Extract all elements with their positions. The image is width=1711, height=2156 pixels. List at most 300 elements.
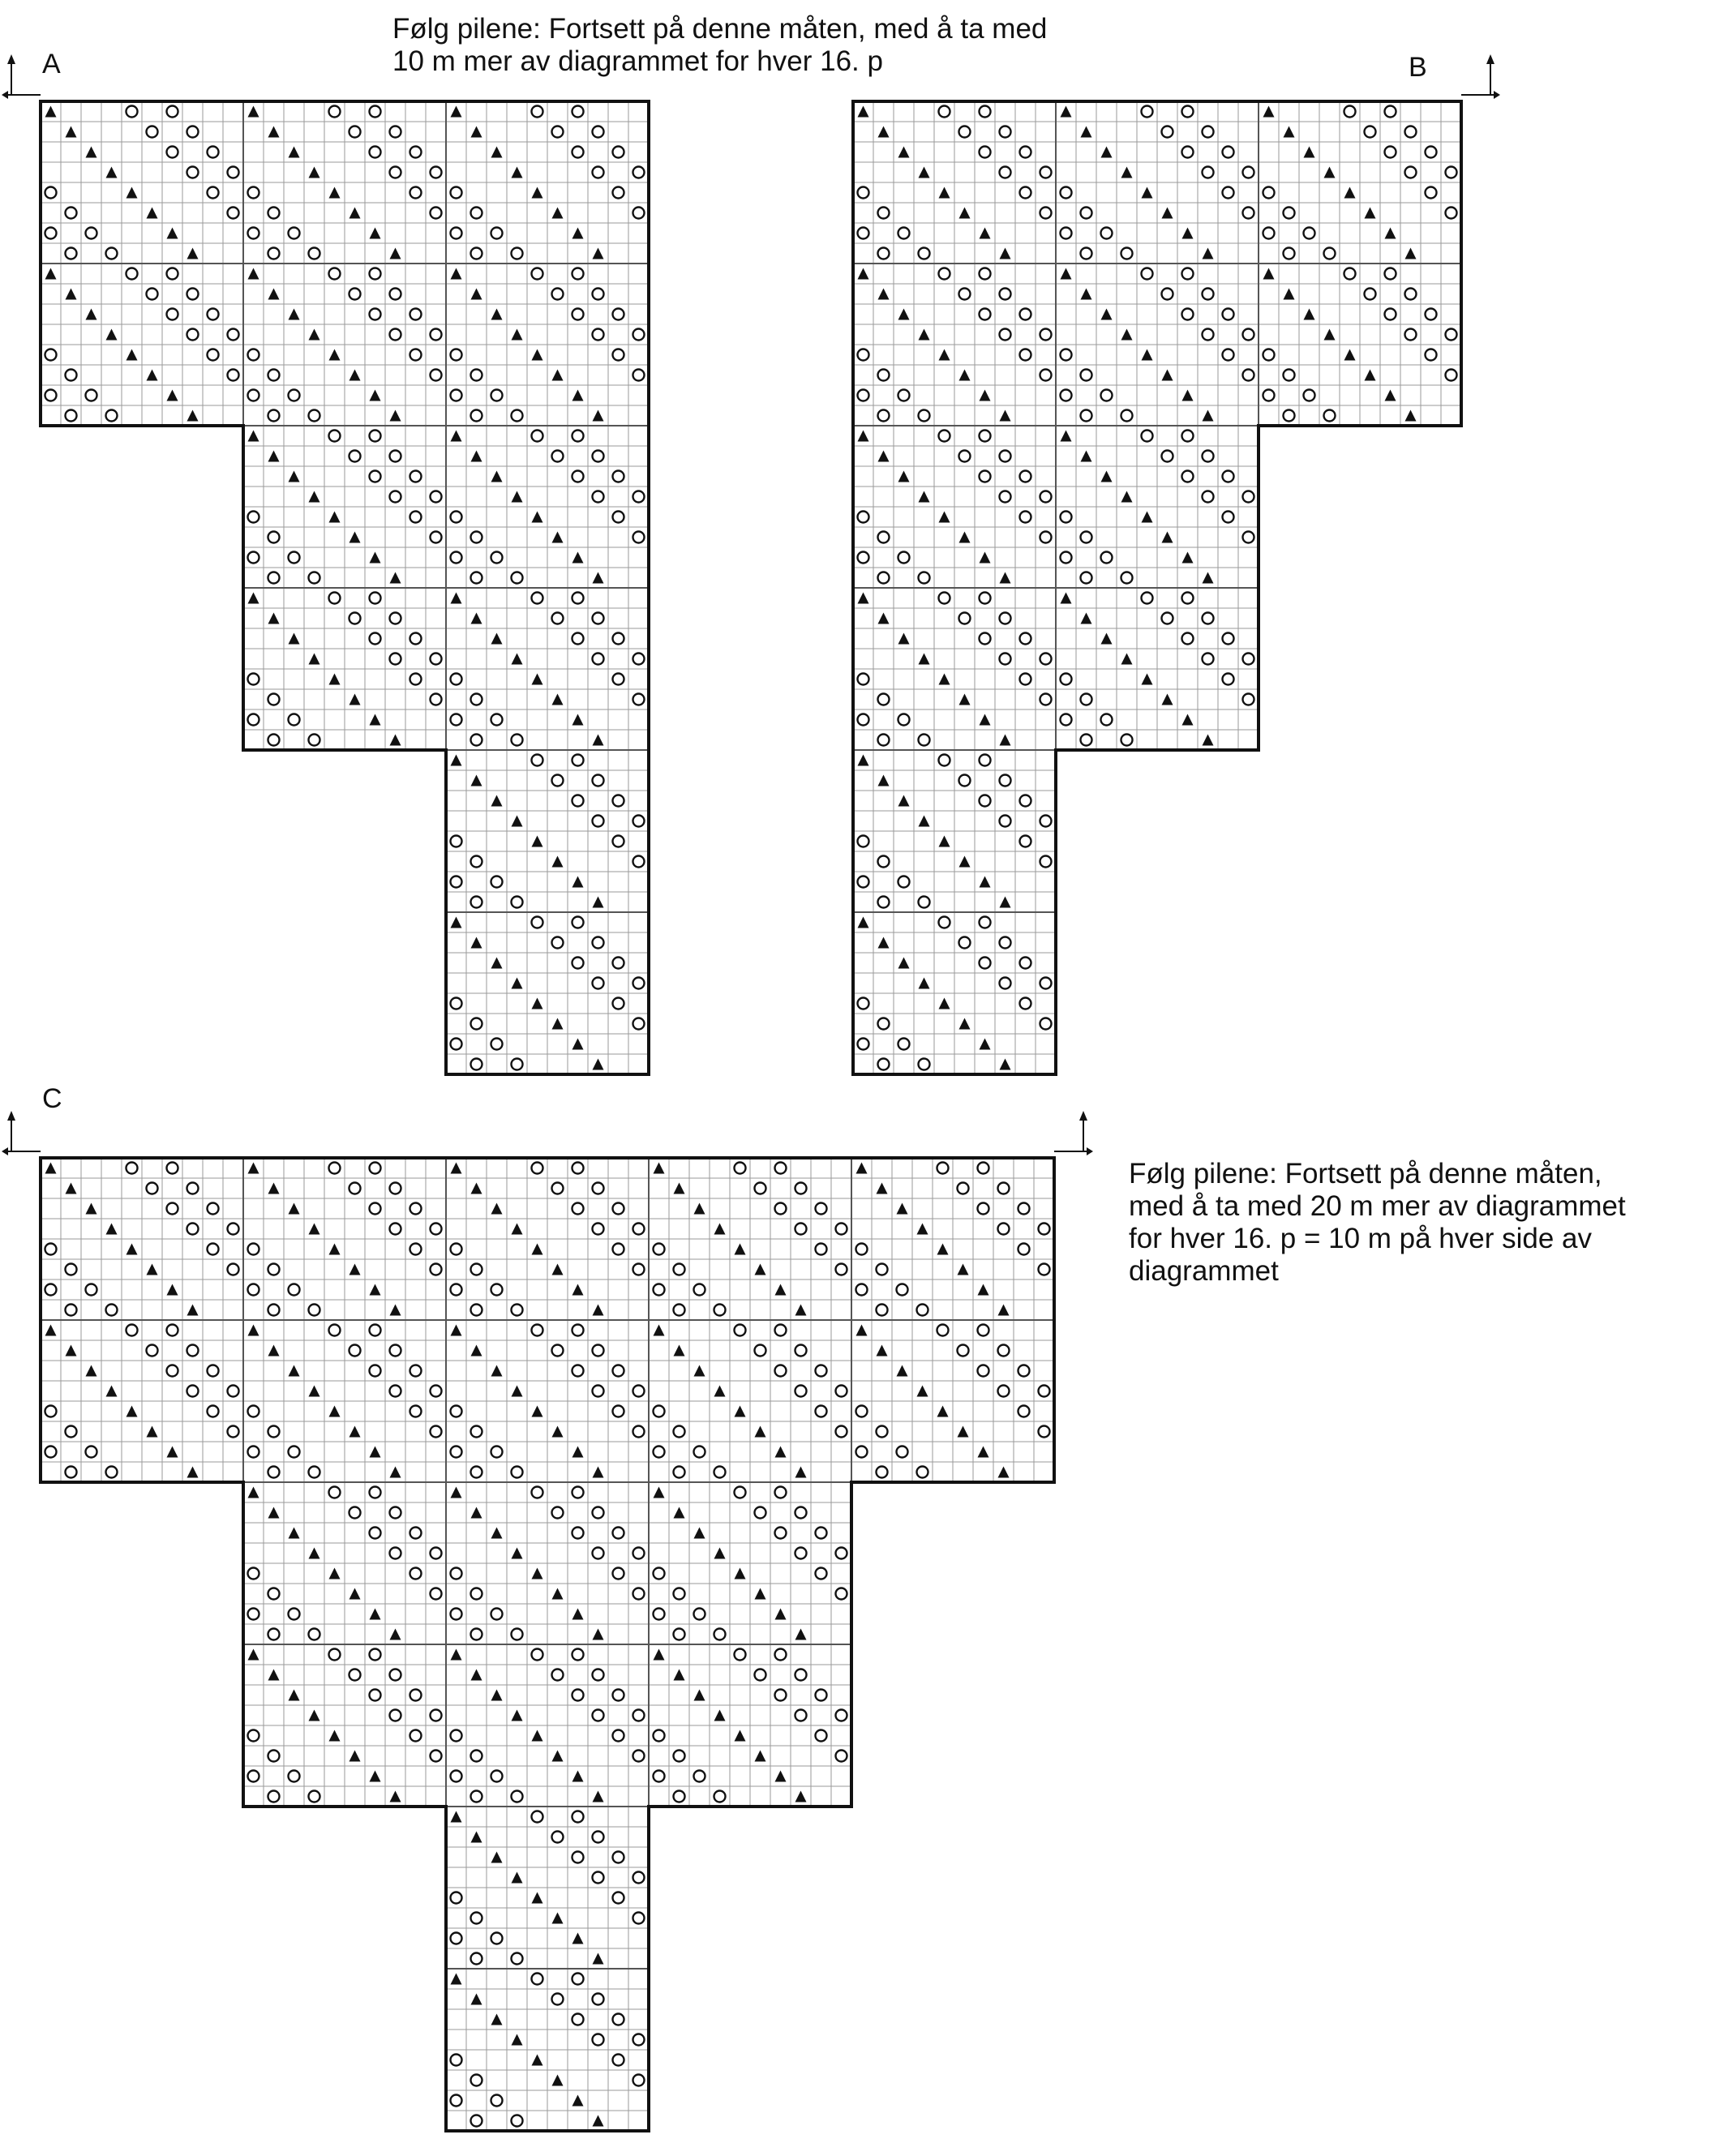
a-grid-cell <box>324 122 345 142</box>
c-decrease-triangle-symbol <box>917 1386 928 1397</box>
c-decrease-triangle-symbol <box>795 1629 807 1640</box>
b-decrease-triangle-symbol <box>1121 491 1133 503</box>
c-grid-cell <box>588 1340 608 1361</box>
c-grid-cell <box>892 1259 912 1279</box>
c-grid-cell <box>973 1462 993 1482</box>
c-grid-cell <box>101 1198 122 1219</box>
a-grid-cell <box>487 223 507 243</box>
c-grid-cell <box>203 1462 223 1482</box>
c-grid-cell <box>628 1604 649 1624</box>
c-grid-cell <box>507 1624 527 1644</box>
c-decrease-triangle-symbol <box>552 1913 564 1924</box>
b-grid-cell <box>995 365 1015 385</box>
c-yarn-over-symbol <box>755 1183 766 1194</box>
b-grid-cell <box>1157 547 1177 568</box>
c-grid-cell <box>304 1523 324 1543</box>
b-grid-cell <box>894 527 914 547</box>
a-grid-cell <box>223 324 243 345</box>
c-grid-cell <box>811 1300 831 1320</box>
c-grid-cell <box>487 1401 507 1421</box>
a-yarn-over-symbol <box>552 775 564 787</box>
a-grid-cell <box>365 588 385 608</box>
b-grid-cell <box>1299 365 1319 385</box>
c-grid-cell <box>487 1502 507 1523</box>
a-grid-cell <box>385 628 405 649</box>
a-yarn-over-symbol <box>208 187 219 199</box>
b-grid-cell <box>914 365 934 385</box>
a-yarn-over-symbol <box>66 248 77 259</box>
a-grid-cell <box>466 324 487 345</box>
b-grid-cell <box>1137 324 1157 345</box>
b-yarn-over-symbol <box>1000 167 1011 178</box>
a-grid-cell <box>466 709 487 730</box>
b-grid-cell <box>1157 223 1177 243</box>
a-grid-cell <box>628 182 649 203</box>
a-grid-cell <box>426 527 446 547</box>
c-decrease-triangle-symbol <box>349 1426 361 1438</box>
b-grid-cell <box>1380 365 1400 385</box>
a-grid-cell <box>243 122 264 142</box>
a-grid-cell <box>446 304 466 324</box>
b-grid-cell <box>1117 466 1137 486</box>
a-grid-cell <box>588 507 608 527</box>
b-grid-cell <box>1137 527 1157 547</box>
a-yarn-over-symbol <box>268 208 280 219</box>
c-grid-cell <box>264 1320 284 1340</box>
a-grid-cell <box>426 628 446 649</box>
a-grid-cell <box>203 304 223 324</box>
b-yarn-over-symbol <box>939 106 950 118</box>
a-decrease-triangle-symbol <box>86 147 97 158</box>
c-grid-cell <box>304 1279 324 1300</box>
c-grid-cell <box>527 1847 547 1867</box>
b-grid-cell <box>1036 892 1056 912</box>
c-grid-cell <box>284 1502 304 1523</box>
c-yarn-over-symbol <box>552 1345 564 1357</box>
c-grid-cell <box>730 1442 750 1462</box>
c-yarn-over-symbol <box>836 1751 847 1762</box>
a-grid-cell <box>426 608 446 628</box>
b-grid-cell <box>954 426 975 446</box>
a-grid-cell <box>385 182 405 203</box>
b-grid-cell <box>995 851 1015 872</box>
b-grid-cell <box>1096 588 1117 608</box>
c-grid-cell <box>101 1320 122 1340</box>
a-grid-cell <box>243 446 264 466</box>
a-grid-cell <box>81 101 101 122</box>
c-grid-cell <box>487 2111 507 2131</box>
c-grid-cell <box>243 1705 264 1725</box>
a-grid-cell <box>162 365 182 385</box>
a-grid-cell <box>324 162 345 182</box>
a-decrease-triangle-symbol <box>593 248 604 259</box>
c-grid-cell <box>1034 1361 1054 1381</box>
c-grid-cell <box>527 1158 547 1178</box>
c-grid-cell <box>791 1279 811 1300</box>
c-grid-cell <box>547 1158 568 1178</box>
c-grid-cell <box>811 1239 831 1259</box>
c-grid-cell <box>385 1543 405 1563</box>
a-grid-cell <box>426 304 446 324</box>
c-grid-cell <box>81 1279 101 1300</box>
c-grid-cell <box>933 1442 953 1462</box>
c-grid-cell <box>487 1158 507 1178</box>
b-grid-cell <box>1036 162 1056 182</box>
c-yarn-over-symbol <box>795 1224 807 1235</box>
b-grid-cell <box>975 304 995 324</box>
b-yarn-over-symbol <box>939 917 950 928</box>
c-decrease-triangle-symbol <box>471 1670 482 1681</box>
a-grid-cell <box>203 405 223 426</box>
c-decrease-triangle-symbol <box>127 1244 138 1255</box>
c-grid-cell <box>628 1219 649 1239</box>
a-grid-cell <box>223 365 243 385</box>
b-decrease-triangle-symbol <box>898 633 910 645</box>
a-grid-cell <box>182 122 203 142</box>
a-grid-cell <box>426 101 446 122</box>
a-grid-cell <box>466 973 487 993</box>
b-grid-cell <box>934 1034 954 1054</box>
c-decrease-triangle-symbol <box>552 1751 564 1762</box>
c-decrease-triangle-symbol <box>187 1305 199 1316</box>
a-grid-cell <box>628 973 649 993</box>
c-grid-cell <box>912 1421 933 1442</box>
b-yarn-over-symbol <box>1203 451 1214 462</box>
c-grid-cell <box>405 1259 426 1279</box>
b-grid-cell <box>873 831 894 851</box>
a-grid-cell <box>547 405 568 426</box>
a-yarn-over-symbol <box>45 349 57 361</box>
c-decrease-triangle-symbol <box>775 1609 787 1620</box>
b-grid-cell <box>1441 324 1461 345</box>
c-grid-cell <box>588 1421 608 1442</box>
b-yarn-over-symbol <box>1040 491 1052 503</box>
b-grid-cell <box>954 223 975 243</box>
b-grid-cell <box>995 588 1015 608</box>
a-grid-cell <box>608 730 628 750</box>
c-grid-cell <box>385 1766 405 1786</box>
b-yarn-over-symbol <box>1223 633 1234 645</box>
a-grid-cell <box>527 568 547 588</box>
c-grid-cell <box>872 1198 892 1219</box>
a-grid-cell <box>507 709 527 730</box>
a-grid-cell <box>284 385 304 405</box>
a-grid-cell <box>61 324 81 345</box>
c-grid-cell <box>608 2090 628 2111</box>
a-yarn-over-symbol <box>633 654 645 665</box>
b-grid-cell <box>894 101 914 122</box>
a-grid-cell <box>324 486 345 507</box>
b-grid-cell <box>873 851 894 872</box>
c-grid-cell <box>385 1584 405 1604</box>
c-grid-cell <box>608 1989 628 2009</box>
b-grid-cell <box>1076 243 1096 264</box>
a-grid-cell <box>547 993 568 1014</box>
c-grid-cell <box>264 1523 284 1543</box>
c-grid-cell <box>527 1543 547 1563</box>
c-arrow-right-icon-head <box>1087 1147 1093 1155</box>
c-grid-cell <box>1014 1361 1034 1381</box>
c-grid-cell <box>405 1543 426 1563</box>
a-grid-cell <box>507 953 527 973</box>
c-decrease-triangle-symbol <box>390 1791 401 1802</box>
c-grid-cell <box>324 1178 345 1198</box>
b-grid-cell <box>1137 365 1157 385</box>
a-grid-cell <box>203 142 223 162</box>
c-grid-cell <box>405 1198 426 1219</box>
c-grid-cell <box>162 1381 182 1401</box>
c-decrease-triangle-symbol <box>795 1305 807 1316</box>
c-yarn-over-symbol <box>572 1203 584 1215</box>
a-yarn-over-symbol <box>451 998 462 1009</box>
a-grid-cell <box>527 730 547 750</box>
c-yarn-over-symbol <box>795 1507 807 1519</box>
b-grid-cell <box>894 486 914 507</box>
c-grid-cell <box>345 1442 365 1462</box>
a-grid-cell <box>405 527 426 547</box>
c-yarn-over-symbol <box>390 1548 401 1559</box>
c-decrease-triangle-symbol <box>289 1365 300 1377</box>
b-grid-cell <box>1056 162 1076 182</box>
a-grid-cell <box>608 142 628 162</box>
c-grid-cell <box>973 1320 993 1340</box>
c-grid-cell <box>689 1502 710 1523</box>
b-grid-cell <box>914 507 934 527</box>
a-grid-cell <box>527 446 547 466</box>
c-grid-cell <box>730 1178 750 1198</box>
b-grid-cell <box>1218 385 1238 405</box>
c-grid-cell <box>446 1604 466 1624</box>
c-grid-cell <box>831 1219 851 1239</box>
b-grid-cell <box>1036 547 1056 568</box>
b-grid-cell <box>1360 122 1380 142</box>
a-grid-cell <box>487 689 507 709</box>
a-grid-cell <box>628 284 649 304</box>
b-grid-cell <box>1279 405 1299 426</box>
b-decrease-triangle-symbol <box>959 370 971 381</box>
b-grid-cell <box>914 466 934 486</box>
c-grid-cell <box>507 1908 527 1928</box>
a-grid-cell <box>628 1054 649 1074</box>
a-grid-cell <box>243 507 264 527</box>
b-grid-cell <box>975 770 995 791</box>
c-yarn-over-symbol <box>451 1730 462 1742</box>
a-grid-cell <box>41 122 61 142</box>
c-decrease-triangle-symbol <box>998 1305 1010 1316</box>
c-grid-cell <box>61 1259 81 1279</box>
a-grid-cell <box>608 203 628 223</box>
c-grid-cell <box>345 1685 365 1705</box>
c-grid-cell <box>345 1766 365 1786</box>
b-grid-cell <box>1036 243 1056 264</box>
c-grid-cell <box>203 1340 223 1361</box>
c-decrease-triangle-symbol <box>572 1609 584 1620</box>
c-grid-cell <box>527 1198 547 1219</box>
a-grid-cell <box>203 243 223 264</box>
b-grid-cell <box>1157 486 1177 507</box>
c-yarn-over-symbol <box>593 1386 604 1397</box>
b-grid-cell <box>1360 345 1380 365</box>
a-grid-cell <box>527 588 547 608</box>
b-grid-cell <box>1421 142 1441 162</box>
a-grid-cell <box>142 142 162 162</box>
b-grid-cell <box>1340 243 1360 264</box>
a-yarn-over-symbol <box>187 167 199 178</box>
b-yarn-over-symbol <box>1203 613 1214 624</box>
b-decrease-triangle-symbol <box>898 958 910 969</box>
c-grid-cell <box>608 1421 628 1442</box>
a-grid-cell <box>264 649 284 669</box>
b-grid-cell <box>1076 486 1096 507</box>
c-grid-cell <box>811 1462 831 1482</box>
c-grid-cell <box>426 1361 446 1381</box>
a-grid-cell <box>426 385 446 405</box>
b-decrease-triangle-symbol <box>1284 289 1295 300</box>
b-grid-cell <box>1177 345 1198 365</box>
b-grid-cell <box>995 264 1015 284</box>
c-grid-cell <box>365 1381 385 1401</box>
a-grid-cell <box>547 831 568 851</box>
b-grid-cell <box>1177 730 1198 750</box>
a-grid-cell <box>122 223 142 243</box>
c-grid-cell <box>547 1482 568 1502</box>
c-grid-cell <box>162 1300 182 1320</box>
b-grid-cell <box>914 1034 934 1054</box>
a-grid-cell <box>345 284 365 304</box>
a-grid-cell <box>203 101 223 122</box>
note-side-line-3: for hver 16. p = 10 m på hver side av <box>1129 1223 1593 1254</box>
a-grid-cell <box>365 122 385 142</box>
a-grid-cell <box>608 162 628 182</box>
b-grid-cell <box>1137 628 1157 649</box>
a-decrease-triangle-symbol <box>471 126 482 138</box>
c-decrease-triangle-symbol <box>451 1649 462 1661</box>
c-yarn-over-symbol <box>289 1284 300 1296</box>
c-grid-cell <box>791 1644 811 1665</box>
c-grid-cell <box>345 1219 365 1239</box>
b-grid-cell <box>1380 203 1400 223</box>
a-grid-cell <box>507 182 527 203</box>
b-grid-cell <box>1238 527 1259 547</box>
b-decrease-triangle-symbol <box>1203 735 1214 746</box>
b-grid-cell <box>1299 284 1319 304</box>
b-grid-cell <box>1157 466 1177 486</box>
a-grid-cell <box>223 142 243 162</box>
c-grid-cell <box>851 1279 872 1300</box>
b-decrease-triangle-symbol <box>939 349 950 361</box>
a-grid-cell <box>264 486 284 507</box>
c-grid-cell <box>851 1219 872 1239</box>
b-grid-cell <box>1157 669 1177 689</box>
c-yarn-over-symbol <box>674 1629 685 1640</box>
a-grid-cell <box>628 547 649 568</box>
b-yarn-over-symbol <box>878 694 890 705</box>
c-grid-cell <box>162 1259 182 1279</box>
c-grid-cell <box>547 2050 568 2070</box>
c-yarn-over-symbol <box>208 1203 219 1215</box>
c-grid-cell <box>405 1786 426 1807</box>
a-grid-cell <box>588 182 608 203</box>
c-grid-cell <box>831 1401 851 1421</box>
b-yarn-over-symbol <box>1020 309 1031 320</box>
a-yarn-over-symbol <box>208 349 219 361</box>
b-decrease-triangle-symbol <box>980 390 991 401</box>
b-yarn-over-symbol <box>1344 106 1356 118</box>
b-grid-cell <box>1137 405 1157 426</box>
b-grid-cell <box>1015 892 1036 912</box>
a-grid-cell <box>223 345 243 365</box>
c-grid-cell <box>426 1584 446 1604</box>
a-yarn-over-symbol <box>390 491 401 503</box>
c-grid-cell <box>203 1239 223 1259</box>
a-decrease-triangle-symbol <box>268 451 280 462</box>
c-grid-cell <box>811 1766 831 1786</box>
c-grid-cell <box>588 1563 608 1584</box>
c-grid-cell <box>710 1604 730 1624</box>
b-decrease-triangle-symbol <box>1365 370 1376 381</box>
b-grid-cell <box>873 649 894 669</box>
b-grid-cell <box>1238 385 1259 405</box>
a-yarn-over-symbol <box>593 816 604 827</box>
a-decrease-triangle-symbol <box>491 795 503 807</box>
c-yarn-over-symbol <box>714 1305 726 1316</box>
c-grid-cell <box>466 1462 487 1482</box>
b-yarn-over-symbol <box>1203 289 1214 300</box>
c-grid-cell <box>669 1482 689 1502</box>
b-decrease-triangle-symbol <box>1142 187 1153 199</box>
c-yarn-over-symbol <box>572 1365 584 1377</box>
c-grid-cell <box>831 1604 851 1624</box>
a-yarn-over-symbol <box>248 187 259 199</box>
c-grid-cell <box>324 1320 345 1340</box>
c-grid-cell <box>851 1259 872 1279</box>
a-decrease-triangle-symbol <box>512 816 523 827</box>
a-grid-cell <box>162 264 182 284</box>
a-grid-cell <box>345 324 365 345</box>
c-grid-cell <box>324 1340 345 1361</box>
b-grid-cell <box>853 182 873 203</box>
a-grid-cell <box>81 405 101 426</box>
a-yarn-over-symbol <box>471 410 482 422</box>
c-arrow-left-icon-head <box>2 1147 8 1155</box>
a-grid-cell <box>527 486 547 507</box>
b-grid-cell <box>1380 162 1400 182</box>
a-decrease-triangle-symbol <box>268 613 280 624</box>
a-grid-cell <box>547 872 568 892</box>
b-grid-cell <box>853 203 873 223</box>
a-grid-cell <box>203 345 223 365</box>
c-grid-cell <box>730 1279 750 1300</box>
b-grid-cell <box>1441 264 1461 284</box>
a-grid-cell <box>608 1054 628 1074</box>
c-grid-cell <box>243 1624 264 1644</box>
c-grid-cell <box>487 1969 507 1989</box>
b-grid-cell <box>1218 568 1238 588</box>
a-grid-cell <box>527 426 547 446</box>
a-yarn-over-symbol <box>451 349 462 361</box>
c-grid-cell <box>264 1421 284 1442</box>
a-grid-cell <box>527 385 547 405</box>
c-grid-cell <box>588 1827 608 1847</box>
b-grid-cell <box>914 932 934 953</box>
a-grid-cell <box>405 101 426 122</box>
a-grid-cell <box>345 608 365 628</box>
b-decrease-triangle-symbol <box>919 816 930 827</box>
b-grid-cell <box>1238 122 1259 142</box>
a-yarn-over-symbol <box>167 268 178 280</box>
c-grid-cell <box>405 1584 426 1604</box>
b-grid-cell <box>1056 284 1076 304</box>
